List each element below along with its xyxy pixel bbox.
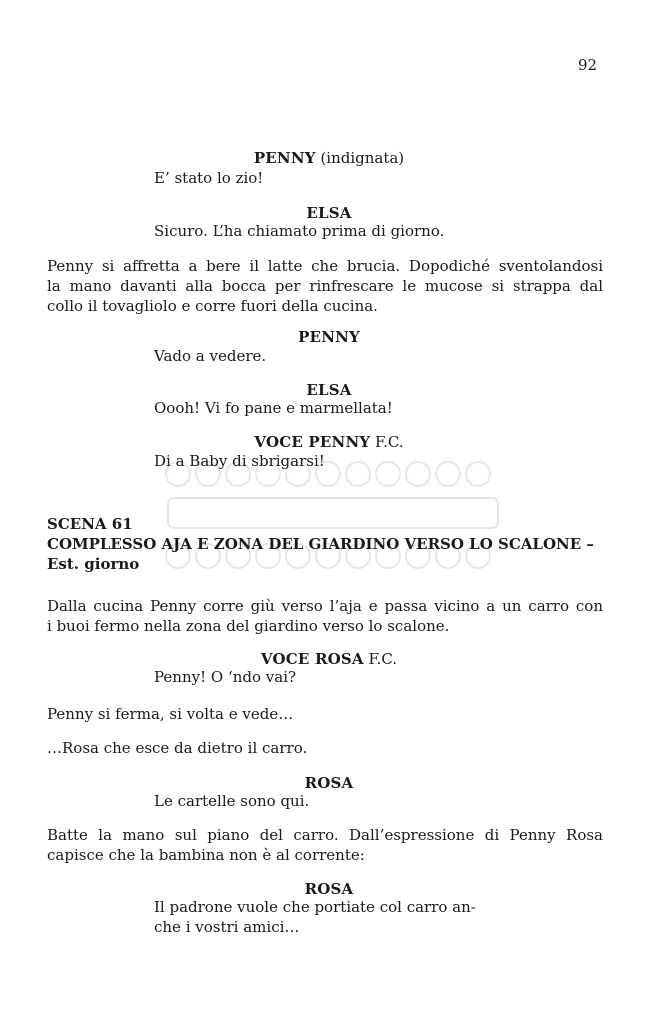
character-name: ELSA <box>306 204 352 222</box>
character-cue <box>0 148 658 168</box>
character-cue <box>0 432 658 452</box>
dialogue-line: Sicuro. L’ha chiamato prima di giorno. <box>154 222 445 240</box>
dialogue-block <box>154 897 476 937</box>
character-cue <box>0 327 658 347</box>
dialogue-line: Vado a vedere. <box>154 347 267 365</box>
character-parenthetical: (indignata) <box>315 149 405 167</box>
character-cue <box>0 773 658 793</box>
dialogue-line: E’ stato lo zio! <box>154 169 264 187</box>
character-parenthetical: F.C. <box>370 433 404 451</box>
action-paragraph <box>47 738 603 758</box>
action-line: Penny si ferma, si volta e vede… <box>47 705 294 723</box>
character-cue <box>0 649 658 669</box>
action-line: …Rosa che esce da dietro il carro. <box>47 739 308 757</box>
scene-time: Est. giorno <box>47 555 140 573</box>
dialogue-line: Il padrone vuole che portiate col carro an- <box>154 898 476 916</box>
action-line: collo il tovagliolo e corre fuori della cucina. <box>47 297 378 315</box>
character-parenthetical: F.C. <box>363 650 398 668</box>
scene-number: SCENA 61 <box>47 515 133 533</box>
character-name: ROSA <box>304 774 354 792</box>
character-name: VOCE ROSA <box>260 650 364 668</box>
character-cue <box>0 380 658 400</box>
character-cue <box>0 203 658 223</box>
dialogue-line: Penny! O ‘ndo vai? <box>154 668 297 686</box>
page-number: 92 <box>578 56 598 74</box>
action-paragraph <box>47 825 603 865</box>
character-cue <box>0 879 658 899</box>
character-name: ROSA <box>304 880 354 898</box>
scene-heading <box>47 514 607 574</box>
character-name: ELSA <box>306 381 352 399</box>
action-line: Dalla cucina Penny corre giù verso l’aja e passa vicino a un carro con <box>47 597 603 615</box>
dialogue-line: Oooh! Vi fo pane e marmellata! <box>154 399 393 417</box>
action-line: Batte la mano sul piano del carro. Dall’espressione di Penny Rosa <box>47 826 603 844</box>
action-paragraph <box>47 704 603 724</box>
action-line: la mano davanti alla bocca per rinfrescare le mucose si strappa dal <box>47 277 603 295</box>
action-line: Penny si affretta a bere il latte che brucia. Dopodiché sventolandosi <box>47 257 603 275</box>
character-name: PENNY <box>253 149 316 167</box>
action-paragraph <box>47 256 603 316</box>
character-name: PENNY <box>298 328 360 346</box>
action-line: capisce che la bambina non è al corrente: <box>47 846 365 864</box>
dialogue-line: Le cartelle sono qui. <box>154 792 310 810</box>
dialogue-line: che i vostri amici… <box>154 918 300 936</box>
character-name: VOCE PENNY <box>254 433 371 451</box>
scene-location: COMPLESSO AJA E ZONA DEL GIARDINO VERSO LO SCALONE – <box>47 535 594 553</box>
dialogue-line: Di a Baby di sbrigarsi! <box>154 452 325 470</box>
action-line: i buoi fermo nella zona del giardino verso lo scalone. <box>47 617 450 635</box>
action-paragraph <box>47 596 603 636</box>
